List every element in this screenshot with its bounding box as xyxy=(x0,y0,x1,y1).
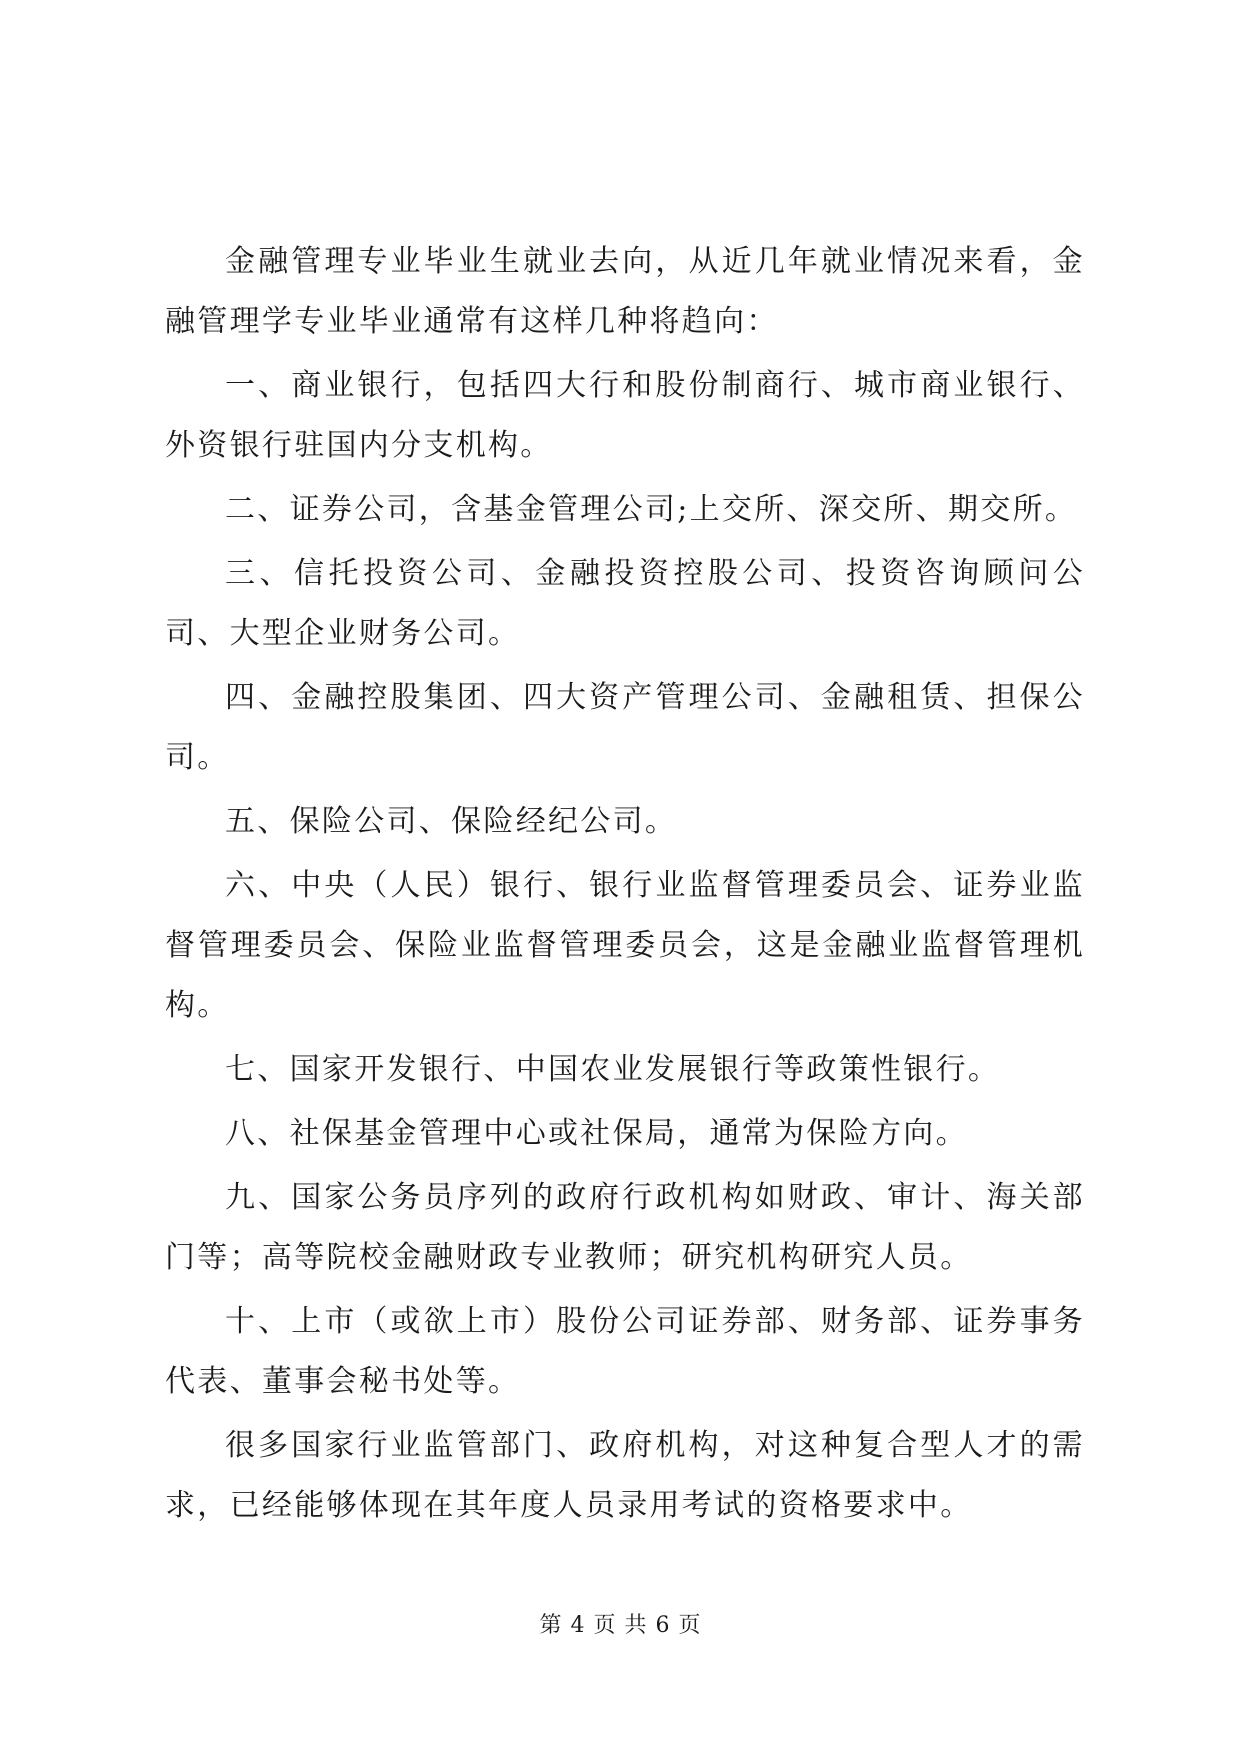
paragraph-item-9: 九、国家公务员序列的政府行政机构如财政、审计、海关部门等；高等院校金融财政专业教师；研究机构研究人员。 xyxy=(165,1180,1085,1275)
paragraph-item-1: 一、商业银行，包括四大行和股份制商行、城市商业银行、外资银行驻国内分支机构。 xyxy=(165,368,1085,463)
paragraph-item-6: 六、中央（人民）银行、银行业监督管理委员会、证券业监督管理委员会、保险业监督管理委员会，这是金融业监督管理机构。 xyxy=(165,868,1085,1023)
document-body xyxy=(165,232,1085,1540)
paragraph-item-7: 七、国家开发银行、中国农业发展银行等政策性银行。 xyxy=(225,1052,1001,1087)
paragraph-conclusion: 很多国家行业监管部门、政府机构，对这种复合型人才的需求，已经能够体现在其年度人员录用考试的资格要求中。 xyxy=(165,1428,1085,1523)
paragraph-item-5: 五、保险公司、保险经纪公司。 xyxy=(225,804,678,839)
paragraph-intro: 金融管理专业毕业生就业去向，从近几年就业情况来看，金融管理学专业毕业通常有这样几种将趋向： xyxy=(165,244,1085,339)
paragraph-item-2: 二、证券公司，含基金管理公司;上交所、深交所、期交所。 xyxy=(225,492,1078,527)
paragraph-item-4: 四、金融控股集团、四大资产管理公司、金融租赁、担保公司。 xyxy=(165,680,1085,775)
paragraph-item-10: 十、上市（或欲上市）股份公司证券部、财务部、证券事务代表、董事会秘书处等。 xyxy=(165,1304,1085,1399)
page-number-footer: 第 4 页 共 6 页 xyxy=(539,1613,702,1638)
paragraph-item-8: 八、社保基金管理中心或社保局，通常为保险方向。 xyxy=(225,1116,968,1151)
paragraph-item-3: 三、信托投资公司、金融投资控股公司、投资咨询顾问公司、大型企业财务公司。 xyxy=(165,556,1085,651)
